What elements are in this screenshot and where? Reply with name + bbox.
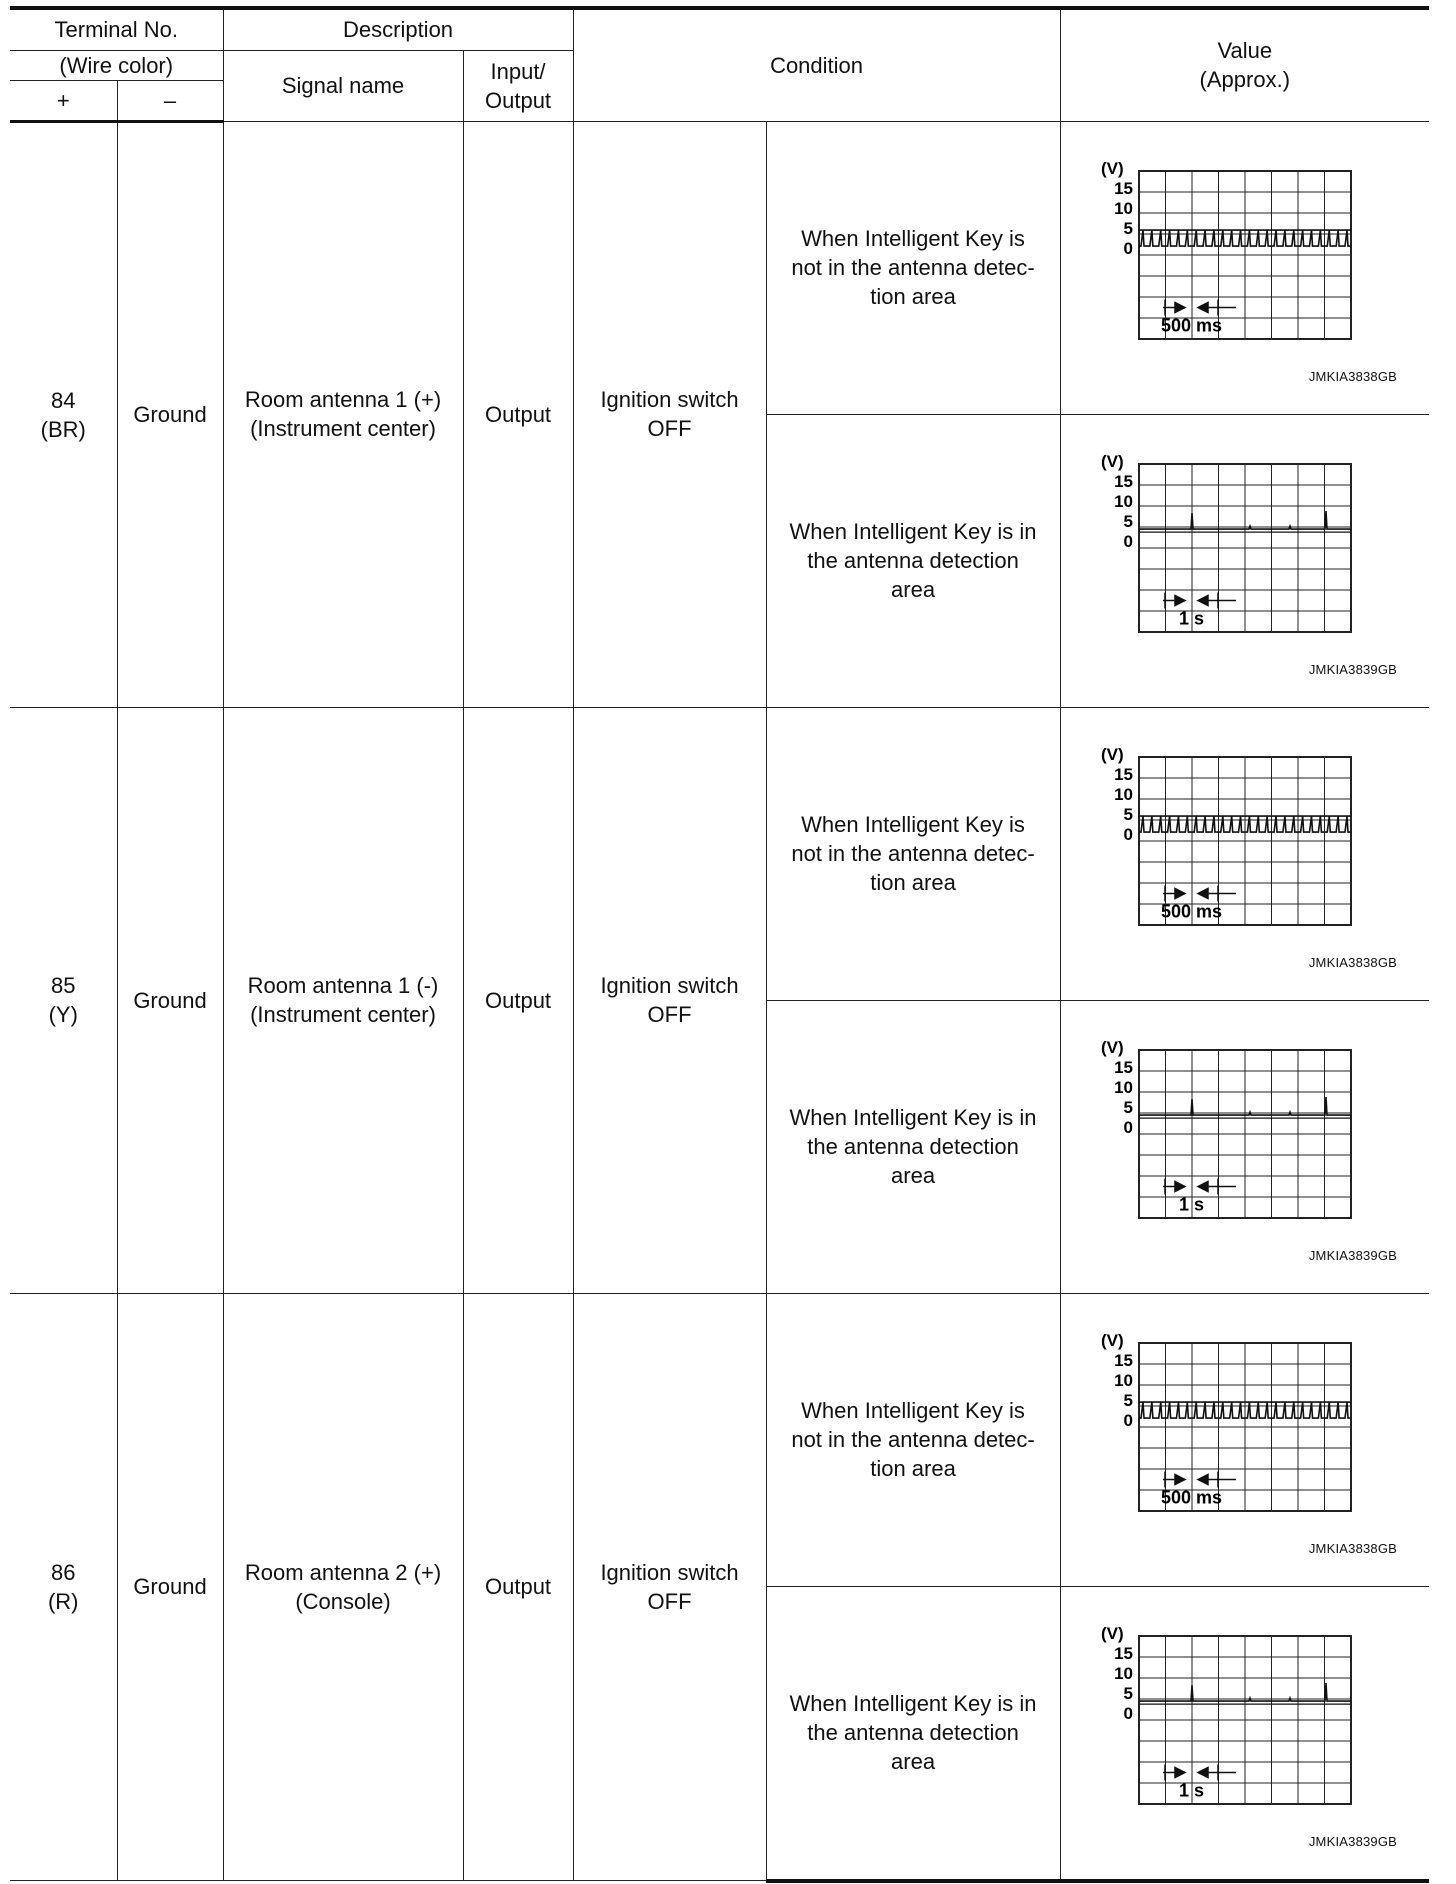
waveform-chart [1099,744,1355,938]
y-unit-label: (V) [1100,1623,1124,1643]
wire-color: (BR) [40,416,86,442]
waveform-chart [1099,158,1355,352]
value-cell [1060,121,1429,414]
key-condition-line: tion area [870,870,956,895]
table-row [10,707,1429,1000]
key-condition-line: the antenna detection [807,1720,1019,1745]
signal-name-header: Signal name [223,50,463,121]
minus-terminal-cell: Ground [117,707,223,1293]
y-unit-label: (V) [1100,451,1124,471]
key-condition-line: the antenna detection [807,1134,1019,1159]
y-tick-label: 0 [1123,1410,1133,1430]
y-tick-label: 5 [1123,218,1133,238]
scope-grid [1139,757,1351,925]
key-condition-line: not in the antenna detec- [791,841,1035,866]
value-cell [1060,1000,1429,1293]
y-tick-label: 5 [1123,1097,1133,1117]
y-tick-label: 15 [1113,1643,1133,1663]
description-header: Description [223,8,573,50]
io-cell: Output [463,707,573,1293]
ignition-condition-line1: Ignition switch [600,973,739,998]
ignition-condition-line2: OFF [647,1588,692,1614]
signal-name-cell [223,707,463,1293]
figure-code: JMKIA3838GB [1308,1540,1398,1556]
value-cell [1060,1293,1429,1586]
value-header-line1: Value [1217,38,1273,64]
y-tick-label: 0 [1123,531,1133,551]
ignition-condition-line2: OFF [647,416,692,441]
terminal-header-sub [10,50,223,80]
terminal-header-line1: Terminal No. [54,17,178,43]
signal-name-line1: Room antenna 1 (+) [244,387,442,412]
table-row [10,1293,1429,1586]
io-cell: Output [463,1293,573,1881]
y-tick-label: 15 [1113,178,1133,198]
ignition-condition-cell [573,121,766,707]
wire-color: (R) [47,1588,79,1614]
ignition-condition-line1: Ignition switch [600,1559,739,1585]
y-tick-label: 5 [1123,1390,1133,1410]
y-tick-label: 5 [1123,1683,1133,1703]
terminal-header [10,8,223,50]
terminal-number: 85 [51,973,76,998]
plus-header: + [10,80,117,121]
key-condition-line: When Intelligent Key is in [789,1105,1037,1130]
ignition-condition-line2: OFF [647,1002,692,1027]
y-tick-label: 5 [1123,804,1133,824]
time-division-marker [1163,1471,1236,1487]
key-condition-cell [766,121,1060,414]
y-tick-label: 15 [1113,1350,1133,1370]
key-condition-line: not in the antenna detec- [791,1427,1035,1452]
y-tick-label: 5 [1123,511,1133,531]
y-tick-label: 15 [1113,1057,1133,1077]
key-condition-line: area [891,1749,936,1774]
y-tick-label: 10 [1113,198,1133,218]
figure-code: JMKIA3838GB [1308,954,1398,970]
key-condition-line: When Intelligent Key is [801,226,1025,251]
waveform-chart [1099,451,1355,645]
terminal-cell [10,707,117,1293]
value-cell [1060,1586,1429,1881]
waveform-chart [1099,1623,1355,1817]
y-tick-label: 15 [1113,764,1133,784]
io-cell: Output [463,121,573,707]
scope-grid [1139,464,1351,632]
key-condition-line: the antenna detection [807,548,1019,573]
time-division-label: 1 s [1178,608,1204,628]
time-division-label: 500 ms [1160,315,1222,335]
key-condition-line: tion area [870,1456,956,1481]
signal-name-line2: (Instrument center) [250,1002,436,1027]
y-tick-label: 0 [1123,1117,1133,1137]
value-cell [1060,707,1429,1000]
key-condition-line: area [891,1163,936,1188]
signal-name-line1: Room antenna 1 (-) [247,973,439,998]
terminal-cell [10,1293,117,1881]
signal-name-line2: (Console) [295,1588,391,1614]
scope-grid [1139,1636,1351,1804]
value-header [1060,8,1429,121]
terminal-table [10,6,1429,1883]
y-unit-label: (V) [1100,158,1124,178]
terminal-header-line2: (Wire color) [59,52,174,78]
terminal-number: 84 [51,387,76,413]
y-tick-label: 15 [1113,471,1133,491]
y-tick-label: 10 [1113,491,1133,511]
time-division-label: 1 s [1178,1780,1204,1800]
io-header [463,50,573,121]
key-condition-line: When Intelligent Key is in [789,519,1037,544]
condition-header: Condition [573,8,1060,121]
key-condition-cell [766,1586,1060,1881]
time-division-label: 500 ms [1160,901,1222,921]
time-division-marker [1163,1764,1236,1780]
time-division-label: 500 ms [1160,1487,1222,1507]
value-header-line2: (Approx.) [1199,67,1291,93]
waveform-chart [1099,1037,1355,1231]
scope-grid [1139,1050,1351,1218]
wire-color: (Y) [48,1002,78,1027]
key-condition-line: tion area [870,284,956,309]
key-condition-line: When Intelligent Key is in [789,1691,1037,1716]
signal-name-cell [223,1293,463,1881]
key-condition-line: not in the antenna detec- [791,255,1035,280]
key-condition-line: When Intelligent Key is [801,812,1025,837]
ignition-condition-cell [573,707,766,1293]
minus-terminal-cell: Ground [117,121,223,707]
ignition-condition-cell [573,1293,766,1881]
io-header-line1: Input/ [490,58,546,84]
key-condition-cell [766,1000,1060,1293]
time-division-marker [1163,1178,1236,1194]
scope-grid [1139,1343,1351,1511]
scope-grid [1139,171,1351,339]
y-tick-label: 0 [1123,824,1133,844]
time-division-label: 1 s [1178,1194,1204,1214]
waveform-chart [1099,1330,1355,1524]
minus-terminal-cell: Ground [117,1293,223,1881]
terminal-number: 86 [51,1559,76,1585]
table-body [10,121,1429,1881]
y-tick-label: 10 [1113,1663,1133,1683]
key-condition-cell [766,414,1060,707]
key-condition-cell [766,1293,1060,1586]
y-unit-label: (V) [1100,744,1124,764]
value-cell [1060,414,1429,707]
signal-name-line1: Room antenna 2 (+) [244,1559,442,1585]
terminal-cell [10,121,117,707]
figure-code: JMKIA3839GB [1308,1833,1398,1849]
y-tick-label: 10 [1113,1370,1133,1390]
time-division-marker [1163,299,1236,315]
key-condition-cell [766,707,1060,1000]
y-unit-label: (V) [1100,1330,1124,1350]
key-condition-line: area [891,577,936,602]
table-row [10,121,1429,414]
y-tick-label: 10 [1113,784,1133,804]
signal-name-cell [223,121,463,707]
minus-header: – [117,80,223,121]
figure-code: JMKIA3839GB [1308,661,1398,677]
key-condition-line: When Intelligent Key is [801,1398,1025,1423]
time-division-marker [1163,885,1236,901]
figure-code: JMKIA3838GB [1308,368,1398,384]
ignition-condition-line1: Ignition switch [600,387,739,412]
io-header-line2: Output [485,87,552,113]
y-unit-label: (V) [1100,1037,1124,1057]
figure-code: JMKIA3839GB [1308,1247,1398,1263]
y-tick-label: 0 [1123,238,1133,258]
signal-name-line2: (Instrument center) [250,416,436,441]
y-tick-label: 10 [1113,1077,1133,1097]
time-division-marker [1163,592,1236,608]
y-tick-label: 0 [1123,1703,1133,1723]
